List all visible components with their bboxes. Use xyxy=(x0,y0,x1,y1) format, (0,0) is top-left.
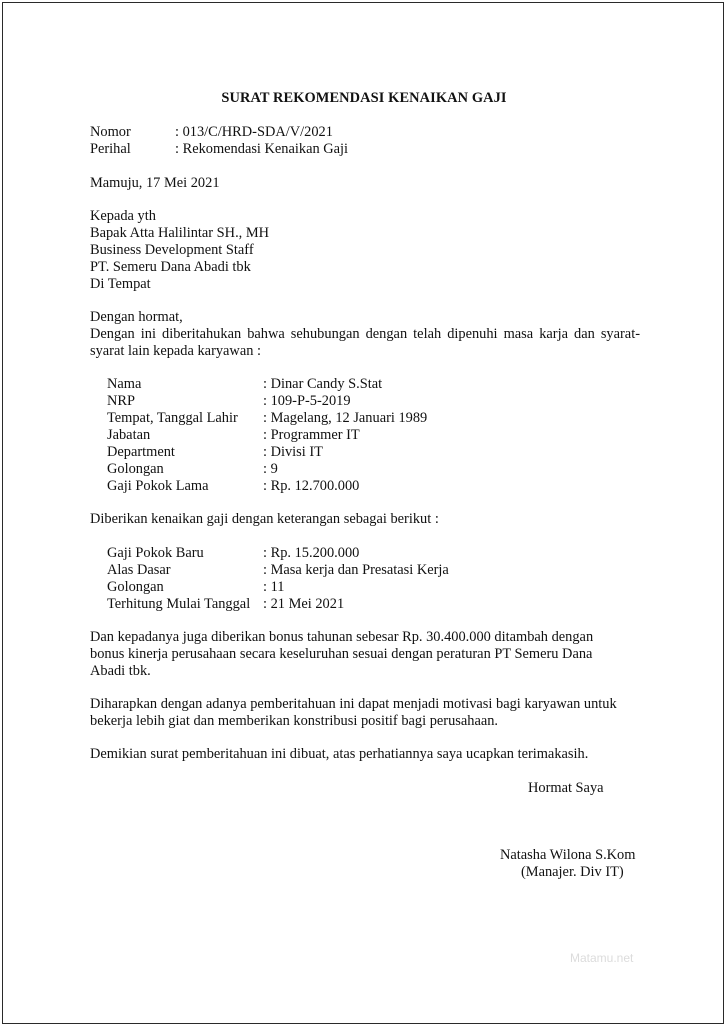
motivation-line-1: Diharapkan dengan adanya pemberitahuan ini dapat menjadi motivasi bagi karyawan untuk xyxy=(90,696,617,712)
greeting: Dengan hormat, xyxy=(90,309,183,325)
raise-value: : Rp. 15.200.000 xyxy=(263,545,360,561)
employee-value: : Divisi IT xyxy=(263,444,323,460)
recipient-name: Bapak Atta Halilintar SH., MH xyxy=(90,225,270,241)
sign-off: Hormat Saya xyxy=(528,780,604,796)
raise-intro: Diberikan kenaikan gaji dengan keterangan sebagai berikut : xyxy=(90,511,439,527)
signer-title: (Manajer. Div IT) xyxy=(521,864,624,880)
meta-label-nomor: Nomor xyxy=(90,124,131,140)
employee-value: : Magelang, 12 Januari 1989 xyxy=(263,410,428,426)
raise-value: : Masa kerja dan Presatasi Kerja xyxy=(263,562,449,578)
raise-value: : 11 xyxy=(263,579,285,595)
raise-label: Gaji Pokok Baru xyxy=(107,545,204,561)
letter-title: SURAT REKOMENDASI KENAIKAN GAJI xyxy=(221,90,507,106)
raise-label: Alas Dasar xyxy=(107,562,171,578)
employee-value: : 109-P-5-2019 xyxy=(263,393,351,409)
raise-label: Terhitung Mulai Tanggal xyxy=(107,596,251,612)
motivation-line-2: bekerja lebih giat dan memberikan konstribusi positif bagi perusahaan. xyxy=(90,713,499,729)
employee-label: Gaji Pokok Lama xyxy=(107,478,209,494)
raise-value: : 21 Mei 2021 xyxy=(263,596,345,612)
employee-label: Tempat, Tanggal Lahir xyxy=(107,410,238,426)
meta-value-perihal: : Rekomendasi Kenaikan Gaji xyxy=(175,141,349,157)
employee-label: Golongan xyxy=(107,461,164,477)
bonus-line-2: bonus kinerja perusahaan secara keseluruhan sesuai dengan peraturan PT Semeru Dana xyxy=(90,646,593,662)
employee-label: Jabatan xyxy=(107,427,151,443)
meta-label-perihal: Perihal xyxy=(90,141,131,157)
bonus-line-3: Abadi tbk. xyxy=(90,663,151,679)
letter-date: Mamuju, 17 Mei 2021 xyxy=(90,175,220,191)
employee-label: Nama xyxy=(107,376,142,392)
signer-name: Natasha Wilona S.Kom xyxy=(500,847,636,863)
intro-line-1: Dengan ini diberitahukan bahwa sehubungan dengan telah dipenuhi masa karja dan syarat- xyxy=(90,326,640,342)
recipient-line: Kepada yth xyxy=(90,208,156,224)
employee-label: Department xyxy=(107,444,175,460)
employee-value: : Rp. 12.700.000 xyxy=(263,478,360,494)
raise-label: Golongan xyxy=(107,579,164,595)
closing-line: Demikian surat pemberitahuan ini dibuat, atas perhatiannya saya ucapkan terimakasih. xyxy=(90,746,589,762)
employee-label: NRP xyxy=(107,393,135,409)
meta-value-nomor: : 013/C/HRD-SDA/V/2021 xyxy=(175,124,333,140)
watermark: Matamu.net xyxy=(570,951,634,965)
recipient-position: Business Development Staff xyxy=(90,242,254,258)
intro-line-2: syarat lain kepada karyawan : xyxy=(90,343,262,359)
recipient-company: PT. Semeru Dana Abadi tbk xyxy=(90,259,251,275)
employee-value: : Programmer IT xyxy=(263,427,360,443)
bonus-line-1: Dan kepadanya juga diberikan bonus tahunan sebesar Rp. 30.400.000 ditambah dengan xyxy=(90,629,594,645)
employee-value: : Dinar Candy S.Stat xyxy=(263,376,383,392)
recipient-place: Di Tempat xyxy=(90,276,151,292)
employee-value: : 9 xyxy=(263,461,278,477)
